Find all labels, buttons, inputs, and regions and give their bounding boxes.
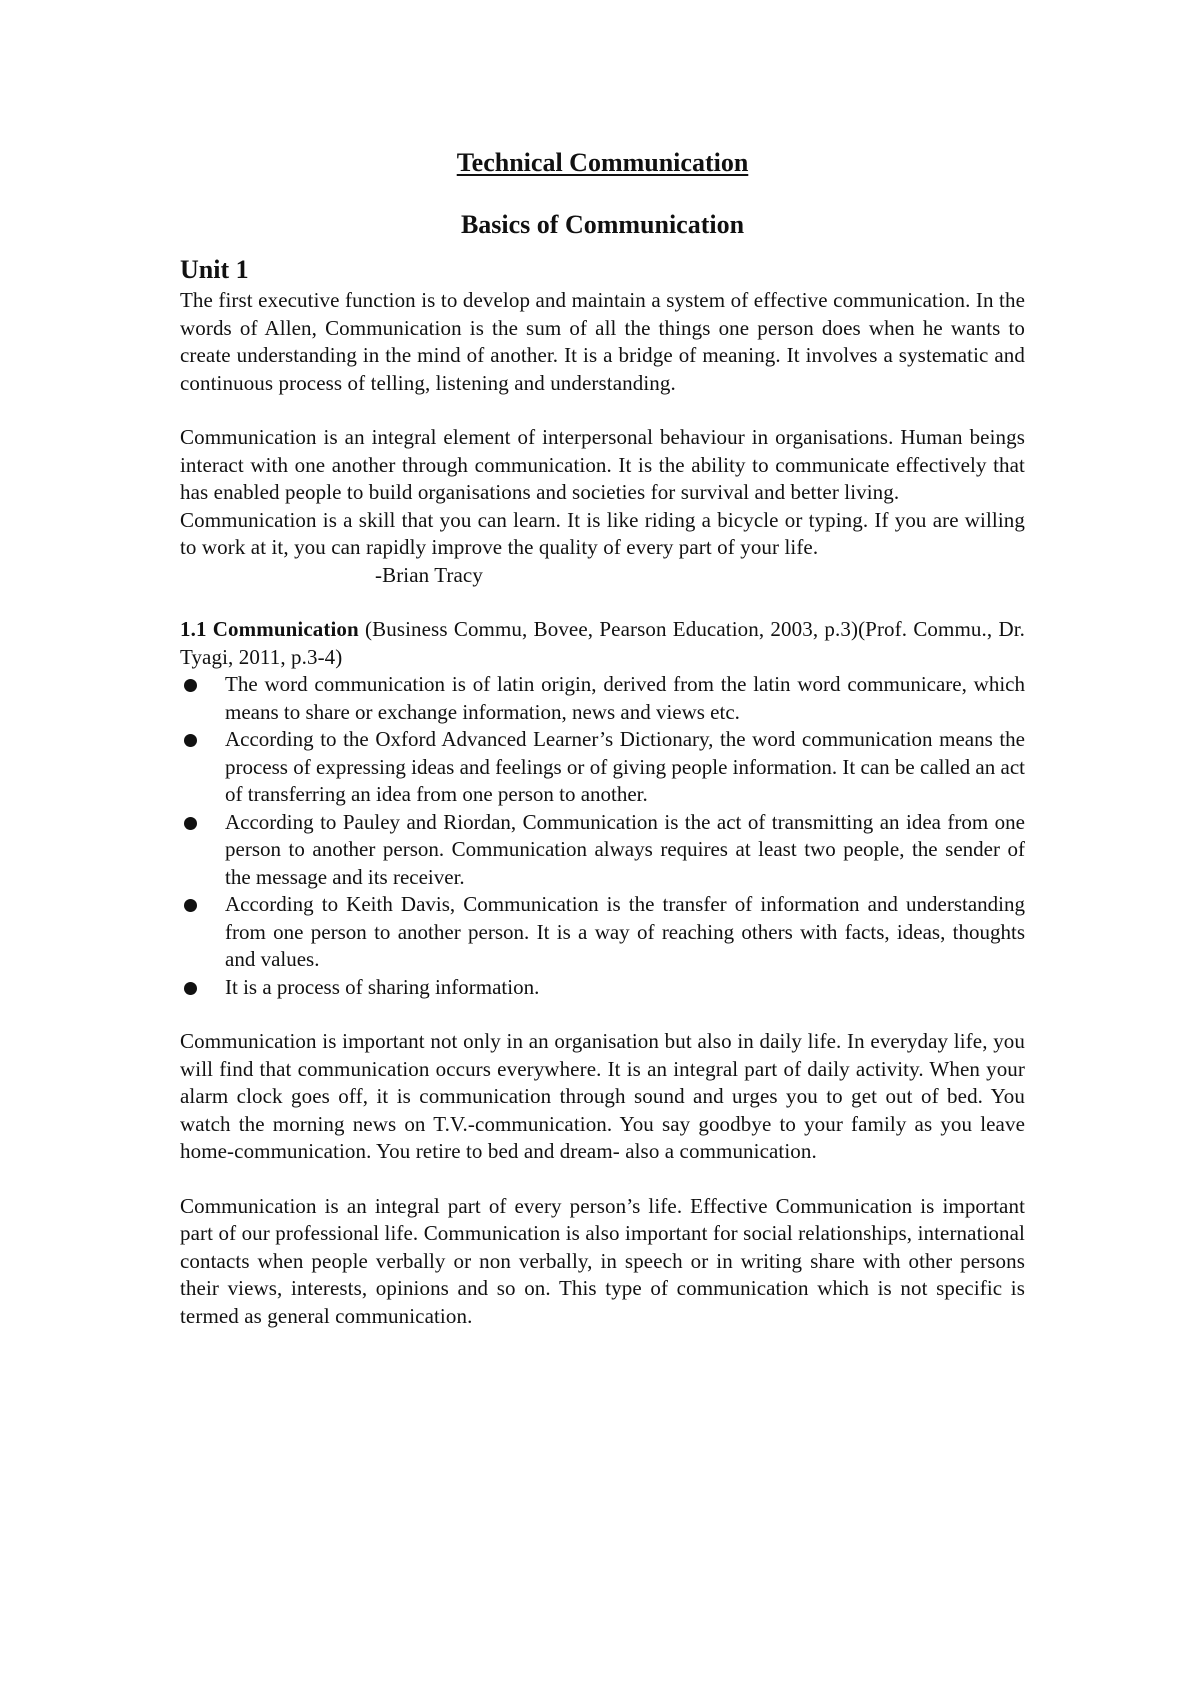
- list-item: [180, 974, 1025, 1002]
- spacer: [180, 397, 1025, 424]
- bullet-icon: [184, 679, 197, 692]
- bullet-icon: [184, 982, 197, 995]
- section-heading: [180, 616, 1025, 671]
- integral-paragraph: Communication is an integral element of interpersonal behaviour in organisations. Human beings interact with one another through communication. It is the ability to communicate effectively that has enabled people to build organisations and societies for survival and better living.: [180, 425, 1025, 504]
- quote-author: -Brian Tracy: [375, 562, 483, 587]
- quote-paragraph: Communication is a skill that you can learn. It is like riding a bicycle or typing. If you are willing to work at it, you can rapidly improve the quality of every part of your life.: [180, 507, 1025, 559]
- general-communication-paragraph: Communication is an integral part of every person’s life. Effective Communication is important part of our professional life. Communication is also important for social relationships, international contacts when people verbally or non verbally, in speech or in writing share with other persons their views, interests, opinions and so on. This type of communication which is not specific is termed as general communication.: [180, 1193, 1025, 1328]
- daily-life-paragraph: Communication is important not only in an organisation but also in daily life. In everyday life, you will find that communication occurs everywhere. It is an integral part of daily activity. When your alarm clock goes off, it is communication through sound and urges you to get out of bed. You watch the morning news on T.V.-communication. You say goodbye to your family as you leave home-communication. You retire to bed and dream- also a communication.: [180, 1029, 1025, 1163]
- list-item-text: According to Pauley and Riordan, Communication is the act of transmitting an idea from one person to another person. Communication always requires at least two people, the sender of the message and its receiver.: [225, 809, 1025, 889]
- list-item-text: According to Keith Davis, Communication is the transfer of information and understanding from one person to another person. It is a way of reaching others with facts, ideas, thoughts and values.: [225, 892, 1025, 971]
- list-item-text: The word communication is of latin origin, derived from the latin word communicare, which means to share or exchange information, news and views etc.: [225, 672, 1025, 724]
- spacer: [180, 589, 1025, 616]
- intro-paragraph: The first executive function is to develop and maintain a system of effective communication. In the words of Allen, Communication is the sum of all the things one person does when he wants to create understanding in the mind of another. It is a bridge of meaning. It involves a systematic and continuous process of telling, listening and understanding.: [180, 288, 1025, 395]
- list-item: [180, 671, 1025, 726]
- list-item: [180, 809, 1025, 892]
- bullet-icon: [184, 734, 197, 747]
- section-reference: (Business Commu, Bovee, Pearson Education, 2003, p.3)(Prof. Commu., Dr. Tyagi, 2011, p.3-4): [180, 617, 1026, 669]
- definition-list: [180, 671, 1025, 1001]
- list-item: [180, 891, 1025, 974]
- list-item-text: It is a process of sharing information.: [225, 974, 540, 999]
- page-title: Technical Communication: [456, 148, 749, 177]
- bullet-icon: [184, 817, 197, 830]
- spacer: [180, 1001, 1025, 1028]
- section-title: 1.1 Communication: [180, 617, 359, 641]
- document-page: [180, 145, 1025, 1330]
- list-item: [180, 726, 1025, 809]
- page-subtitle: Basics of Communication: [460, 210, 745, 239]
- list-item-text: According to the Oxford Advanced Learner’s Dictionary, the word communication means the process of expressing ideas and feelings or of giving people information. It can be called an act of transferring an idea from one person to another.: [225, 727, 1025, 806]
- bullet-icon: [184, 899, 197, 912]
- spacer: [180, 1166, 1025, 1193]
- unit-heading: Unit 1: [180, 255, 249, 284]
